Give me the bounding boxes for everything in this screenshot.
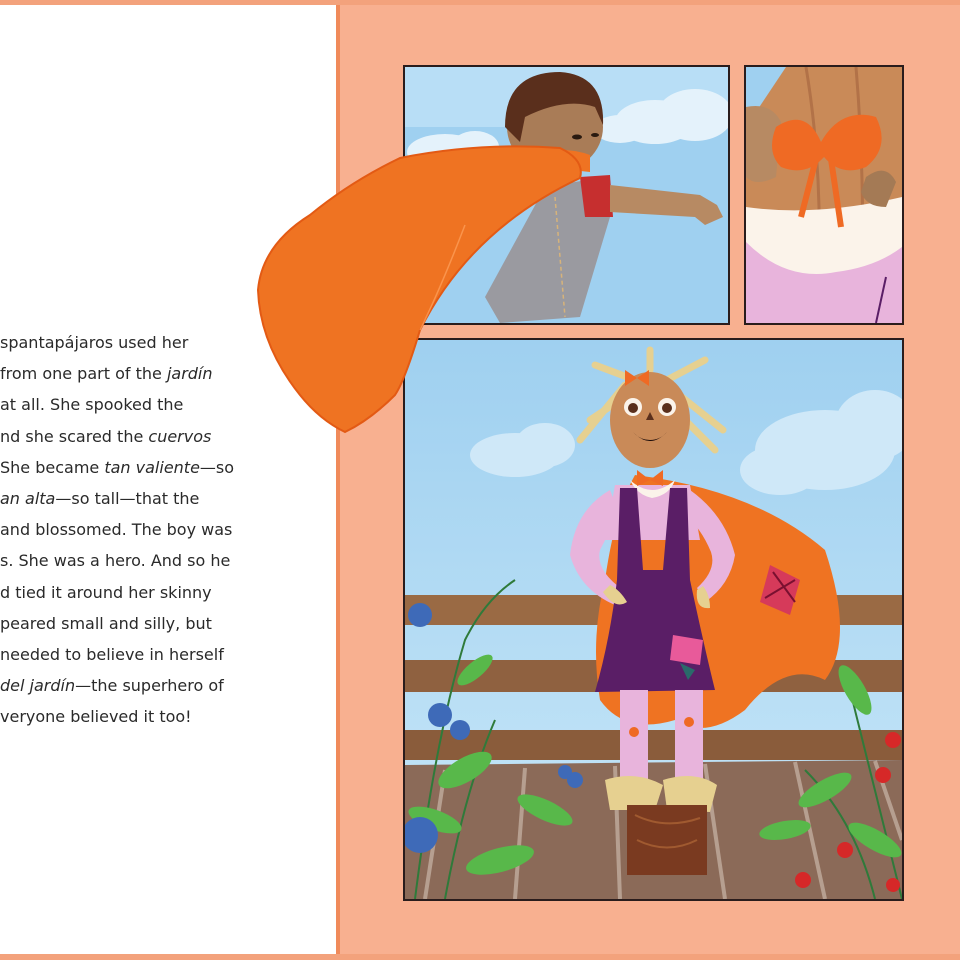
story-text-segment: and blossomed. The boy was — [0, 520, 233, 540]
story-line — [0, 577, 300, 608]
left-text-page — [0, 5, 340, 954]
story-text-segment: —the superhero of — [75, 676, 224, 696]
story-line — [0, 670, 300, 701]
story-line — [0, 545, 300, 576]
story-text-segment: d tied it around her skinny — [0, 582, 212, 602]
story-text — [0, 327, 300, 732]
story-text-segment: —so — [199, 457, 235, 477]
tying-bow-closeup-illustration — [746, 67, 902, 323]
story-text-segment: at all. She spooked the — [0, 395, 184, 415]
story-text-segment: veryone believed it too! — [0, 707, 192, 727]
story-text-segment: from one part of the — [0, 364, 167, 384]
story-text-segment: She became — [0, 457, 105, 477]
story-italic-text: jardín — [166, 364, 213, 384]
story-line — [0, 358, 300, 389]
story-italic-text: an alta — [0, 488, 56, 508]
story-line — [0, 639, 300, 670]
story-line — [0, 421, 300, 452]
story-line — [0, 514, 300, 545]
scarecrow-superhero-illustration — [405, 340, 902, 899]
story-italic-text: cuervos — [148, 426, 212, 446]
story-italic-text: tan valiente — [104, 457, 200, 477]
story-italic-text: del jardín — [0, 676, 76, 696]
story-line — [0, 452, 300, 483]
story-line — [0, 327, 300, 358]
story-line — [0, 389, 300, 420]
panel-boy-cape — [403, 65, 730, 325]
story-text-segment: s. She was a hero. And so he — [0, 551, 231, 571]
bottom-border-strip — [0, 954, 960, 960]
story-line — [0, 701, 300, 732]
panel-scarecrow-hero — [403, 338, 904, 901]
story-line — [0, 608, 300, 639]
story-text-segment: nd she scared the — [0, 426, 149, 446]
story-text-segment: spantapájaros used her — [0, 333, 189, 352]
story-text-segment: needed to believe in herself — [0, 644, 224, 664]
story-text-segment: —so tall—that the — [55, 488, 200, 508]
story-line — [0, 483, 300, 514]
boy-with-cape-illustration — [405, 67, 728, 323]
story-text-segment: peared small and silly, but — [0, 613, 212, 633]
panel-tying-bow — [744, 65, 904, 325]
